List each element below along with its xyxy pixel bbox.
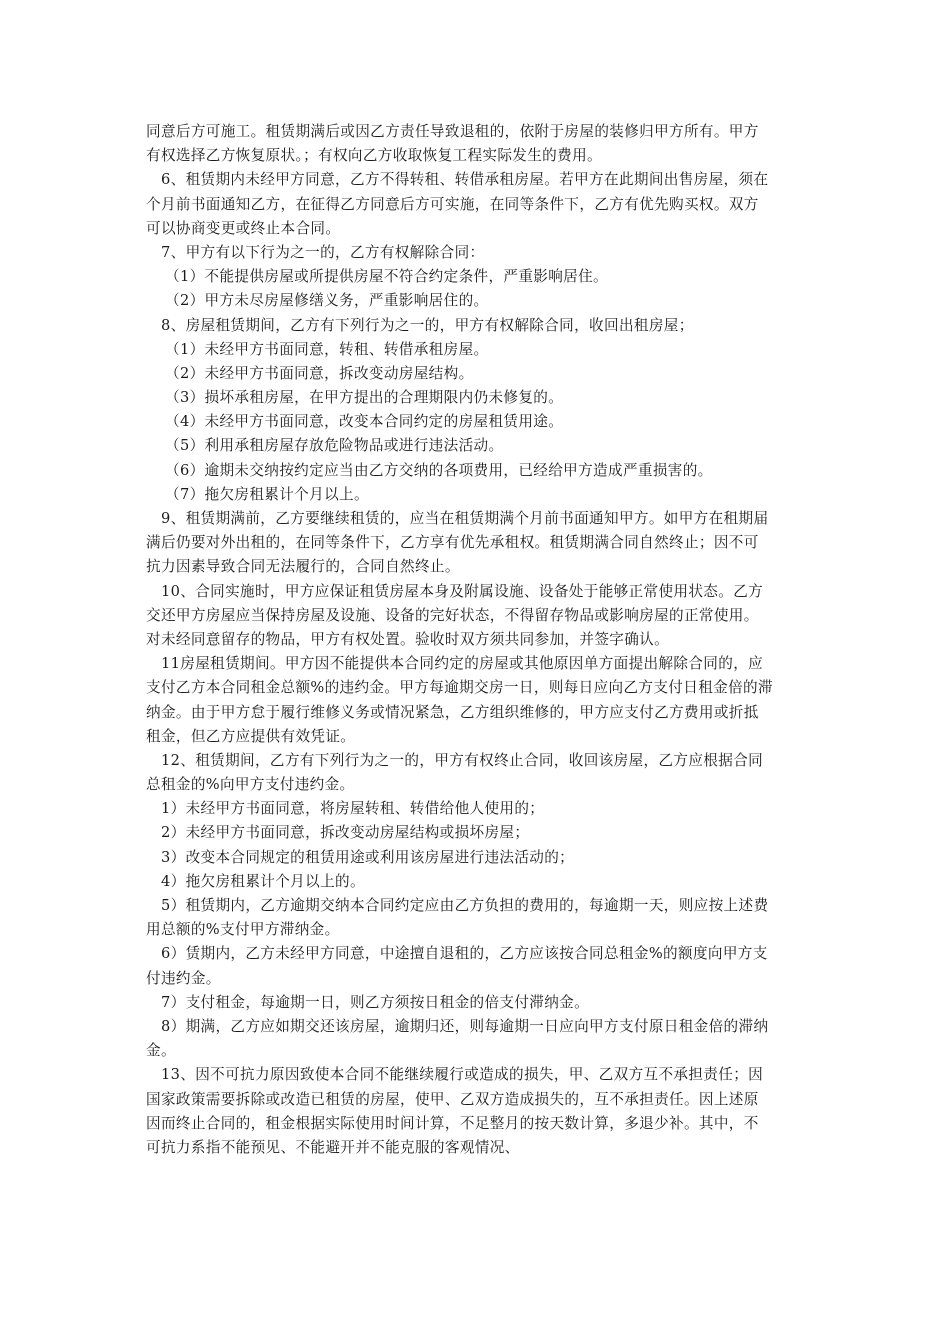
text-line: 交还甲方房屋应当保持房屋及设施、设备的完好状态，不得留存物品或影响房屋的正常使用。 — [146, 606, 759, 624]
text-line: 7）支付租金，每逾期一日，则乙方须按日租金的倍支付滞纳金。 — [161, 993, 590, 1011]
text-line: 4）拖欠房租累计个月以上的。 — [161, 872, 365, 890]
text-line: 13、因不可抗力原因致使本合同不能继续履行或造成的损失，甲、乙双方互不承担责任；因 — [161, 1066, 764, 1084]
text-line: 可以协商变更或终止本合同。 — [146, 219, 341, 237]
text-line: 5）租赁期内，乙方逾期交纳本合同约定应由乙方负担的费用的，每逾期一天，则应按上述费 — [161, 897, 769, 914]
text-line: （2）甲方未尽房屋修缮义务，严重影响居住的。 — [165, 292, 489, 310]
text-line: （4）未经甲方书面同意，改变本合同约定的房屋租赁用途。 — [165, 413, 564, 431]
text-line: （1）不能提供房屋或所提供房屋不符合约定条件，严重影响居住。 — [165, 268, 609, 286]
text-line: 6）赁期内，乙方未经甲方同意，中途擅自退租的，乙方应该按合同总租金%的额度向甲方支 — [161, 945, 768, 963]
text-line: 个月前书面通知乙方，在征得乙方同意后方可实施，在同等条件下，乙方有优先购买权。双方 — [146, 195, 759, 213]
text-line: 7、甲方有以下行为之一的，乙方有权解除合同： — [161, 243, 485, 261]
text-line: （1）未经甲方书面同意，转租、转借承租房屋。 — [165, 340, 489, 358]
text-line: 付违约金。 — [146, 969, 221, 987]
document-body — [146, 120, 806, 1160]
text-line: 对未经同意留存的物品，甲方有权处置。验收时双方须共同参加，并签字确认。 — [146, 630, 670, 648]
text-line: 抗力因素导致合同无法履行的，合同自然终止。 — [146, 558, 460, 576]
text-line: （6）逾期未交纳按约定应当由乙方交纳的各项费用，已经给甲方造成严重损害的。 — [165, 461, 713, 479]
text-line: 支付乙方本合同租金总额%的违约金。甲方每逾期交房一日，则每日应向乙方支付日租金倍的滞 — [146, 679, 773, 697]
text-line: 满后仍要对外出租的，在同等条件下，乙方享有优先承租权。租赁期满合同自然终止；因不可 — [146, 534, 759, 552]
text-line: （7）拖欠房租累计个月以上。 — [165, 485, 369, 503]
text-line: 国家政策需要拆除或改造已租赁的房屋，使甲、乙双方造成损失的，互不承担责任。因上述原 — [146, 1090, 759, 1108]
text-line: 1）未经甲方书面同意，将房屋转租、转借给他人使用的； — [161, 800, 545, 818]
text-line: 9、租赁期满前，乙方要继续租赁的，应当在租赁期满个月前书面通知甲方。如甲方在租期届 — [161, 510, 769, 527]
text-line: （3）损坏承租房屋，在甲方提出的合理期限内仍未修复的。 — [165, 389, 564, 407]
text-line: 同意后方可施工。租赁期满后或因乙方责任导致退租的，依附于房屋的装修归甲方所有。甲方 — [146, 123, 759, 140]
text-line: 有权选择乙方恢复原状。；有权向乙方收取恢复工程实际发生的费用。 — [146, 147, 602, 165]
text-line: 因而终止合同的，租金根据实际使用时间计算，不足整月的按天数计算，多退少补。其中，不 — [146, 1114, 759, 1132]
text-line: 12、租赁期间，乙方有下列行为之一的，甲方有权终止合同，收回该房屋，乙方应根据合同 — [161, 751, 764, 769]
text-line: 金。 — [146, 1042, 176, 1060]
text-line: 总租金的%向甲方支付违约金。 — [146, 776, 355, 794]
text-line: 可抗力系指不能预见、不能避开并不能克服的客观情况、 — [146, 1138, 520, 1156]
text-line: 纳金。由于甲方怠于履行维修义务或情况紧急，乙方组织维修的，甲方应支付乙方费用或折抵 — [146, 703, 759, 721]
text-line: 8）期满，乙方应如期交还该房屋，逾期归还，则每逾期一日应向甲方支付原日租金倍的滞纳 — [161, 1017, 769, 1035]
text-line: 3）改变本合同规定的租赁用途或利用该房屋进行违法活动的； — [161, 848, 575, 866]
text-line: 租金，但乙方应提供有效凭证。 — [146, 727, 356, 745]
text-line: 用总额的%支付甲方滞纳金。 — [146, 921, 340, 939]
text-line: 8、房屋租赁期间，乙方有下列行为之一的，甲方有权解除合同，收回出租房屋； — [161, 316, 694, 334]
text-line: （2）未经甲方书面同意，拆改变动房屋结构。 — [165, 364, 474, 382]
text-line: 11房屋租赁期间。甲方因不能提供本合同约定的房屋或其他原因单方面提出解除合同的，应 — [161, 655, 764, 673]
text-line: （5）利用承租房屋存放危险物品或进行违法活动。 — [165, 437, 504, 455]
text-line: 2）未经甲方书面同意，拆改变动房屋结构或损坏房屋； — [161, 824, 530, 842]
text-line: 10、合同实施时，甲方应保证租赁房屋本身及附属设施、设备处于能够正常使用状态。乙方 — [161, 582, 764, 600]
text-line: 6、租赁期内未经甲方同意，乙方不得转租、转借承租房屋。若甲方在此期间出售房屋，须在 — [161, 171, 769, 189]
